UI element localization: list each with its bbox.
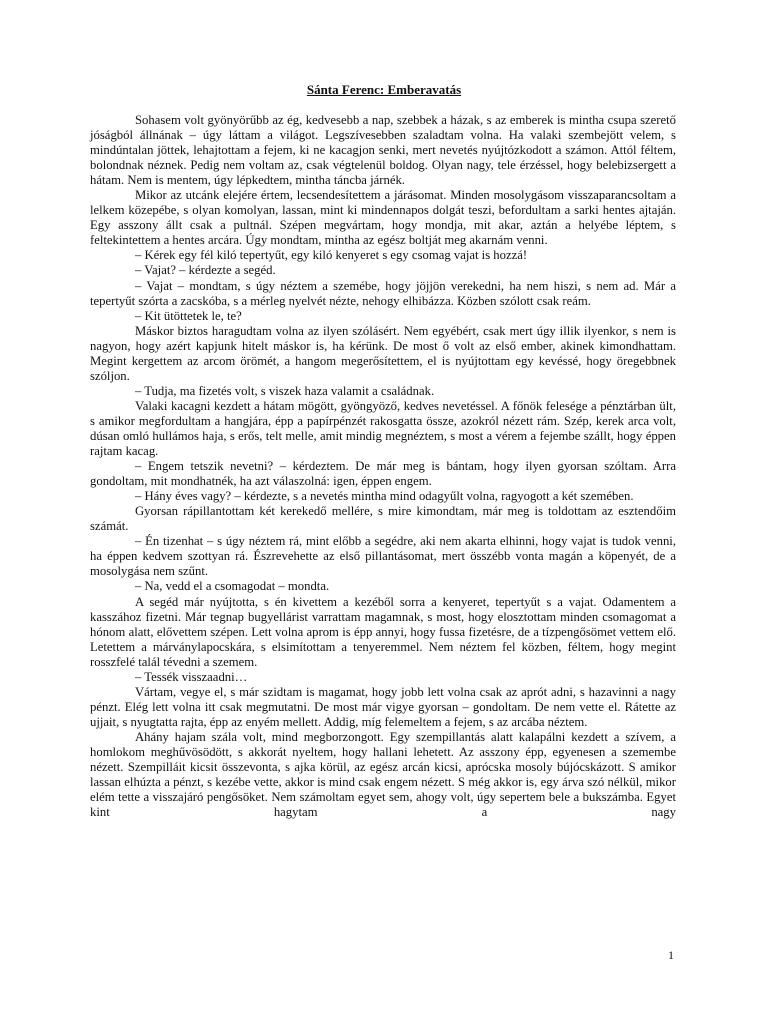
paragraph: – Én tizenhat – s úgy néztem rá, mint előbb a segédre, aki nem akarta elhinni, hogy vajat is tudok venni, ha éppen kedvem szottyan rá. Észrevehette az első pillantásomat, mert összébb vonta magán a köpenyét, de a mosolygása nem szűnt. [90,534,676,579]
paragraph: – Tudja, ma fizetés volt, s viszek haza valamit a családnak. [135,383,435,398]
paragraph: Sohasem volt gyönyörűbb az ég, kedvesebb a nap, szebbek a házak, s az emberek is mintha csupa szerető jóságból állnának – úgy láttam a világot. Legszívesebben szaladtam volna. Ha valaki szembejött velem, s mindúntalan jöttek, lehajtottam a fejem, ki ne kacagjon senki, mert nevetés nyújtózkodott a számon. Attól féltem, bolondnak néznek. Pedig nem voltam az, csak végtelenül boldog. Olyan nagy, tele érzéssel, hogy belebizsergett a hátam. Nem is mentem, úgy lépkedtem, mintha táncba járnék. [90,113,676,188]
paragraph: – Na, vedd el a csomagodat – mondta. [135,579,330,594]
paragraph: – Hány éves vagy? – kérdezte, s a nevetés mintha mind odagyűlt volna, ragyogott a két szemében. [135,489,634,504]
paragraph: – Engem tetszik nevetni? – kérdeztem. De már meg is bántam, hogy ilyen gyorsan szóltam. Arra gondoltam, mit mondhatnék, ha azt válaszolná: igen, éppen engem. [90,459,676,489]
paragraph: – Kérek egy fél kiló tepertyűt, egy kiló kenyeret s egy csomag vajat is hozzá! [135,248,528,263]
paragraph: – Vajat? – kérdezte a segéd. [135,263,276,278]
paragraph: – Vajat – mondtam, s úgy néztem a szemébe, hogy jöjjön verekedni, ha nem hiszi, s nem ad. Már a tepertyűt szórta a zacskóba, s a mérleg nyelvét nézte, nehogy elhibázza. Közben szólott csak reám. [90,278,676,308]
paragraph: Ahány hajam szála volt, mind megborzongott. Egy szempillantás alatt kalapálni kezdett a szívem, a homlokom meghűvösödött, s akkorát nyeltem, hogy hallani lehetett. Az asszony épp, egyenesen a szemembe nézett. Szempilláit kicsit összevonta, s ajka körül, az egész arcán kicsi, aprócska mosoly bújócskázott. S amikor lassan elhúzta a pénzt, s kezébe vette, akkor is mind csak engem nézett. S még akkor is, egy árva szó nélkül, mikor elém tette a visszajáró pengősöket. Nem számoltam egyet sem, ahogy volt, úgy sepertem bele a bukszámba. Egyet kint hagytam a nagy [90,729,676,820]
paragraph: Mikor az utcánk elejére értem, lecsendesítettem a járásomat. Minden mosolygásom visszaparancsoltam a lelkem közepébe, s olyan komolyan, lassan, mint ki mindennapos dolgát teszi, befordultam a sarki hentes ajtaján. Egy asszony állt csak a pultnál. Szépen megvártam, hogy mondja, mit akar, aztán a helyébe léptem, s feltekintettem a hentes arcára. Úgy mondtam, mintha az egész boltját meg akarnám venni. [90,188,676,248]
paragraph: A segéd már nyújtotta, s én kivettem a kezéből sorra a kenyeret, tepertyűt s a vajat. Odamentem a kasszához fizetni. Már tegnap bugyellárist varrattam magamnak, s most, hogy elosztottam minden csomagomat a hónom alatt, elővettem szépen. Lett volna aprom is épp annyi, hogy fussa fizetésre, de a tízpengősömet vettem elő. Letettem a márványlapocskára, s elsimítottam a tenyeremmel. Nem néztem fel közben, féltem, hogy megint rosszfelé talál tévedni a szemem. [90,594,676,669]
page-number: 1 [668,948,674,962]
paragraph: – Tessék visszaadni… [135,669,248,684]
paragraph: Valaki kacagni kezdett a hátam mögött, gyöngyöző, kedves nevetéssel. A főnök felesége a pénztárban ült, s amikor megfordultam a hangjára, épp a papírpénzét rakosgatta össze, azokról nézett rám. Szép, kerek arca volt, dúsan omló hullámos haja, s erős, telt melle, amit mindig megnéztem, s most a vérem a fejembe szállt, hogy éppen rajtam kacag. [90,398,676,459]
paragraph: – Kit ütöttetek le, te? [135,308,242,323]
document-body [90,113,676,820]
paragraph: Vártam, vegye el, s már szidtam is magamat, hogy jobb lett volna csak az aprót adni, s hazavinni a nagy pénzt. Elég lett volna itt csak megmutatni. De most már vigye gyorsan – gondoltam. De nem vette el. Rátette az ujjait, s nyugtatta rajta, épp az enyém mellett. Addig, míg felemeltem a fejem, s az arcába néztem. [90,684,676,729]
document-title: Sánta Ferenc: Emberavatás [306,82,462,97]
paragraph: Máskor biztos haragudtam volna az ilyen szólásért. Nem egyébért, csak mert úgy illik ilyenkor, s nem is nagyon, hogy azért kapjunk hitelt máskor is, ha kérünk. De most ő volt az első ember, akinek kimondhattam. Megint kergettem az arcom örömét, a hangom megerősítettem, el is nyújtottam egy kevéssé, hogy öregebbnek szóljon. [90,323,676,383]
paragraph: Gyorsan rápillantottam két kerekedő mellére, s mire kimondtam, már meg is toldottam az esztendőim számát. [90,504,676,534]
